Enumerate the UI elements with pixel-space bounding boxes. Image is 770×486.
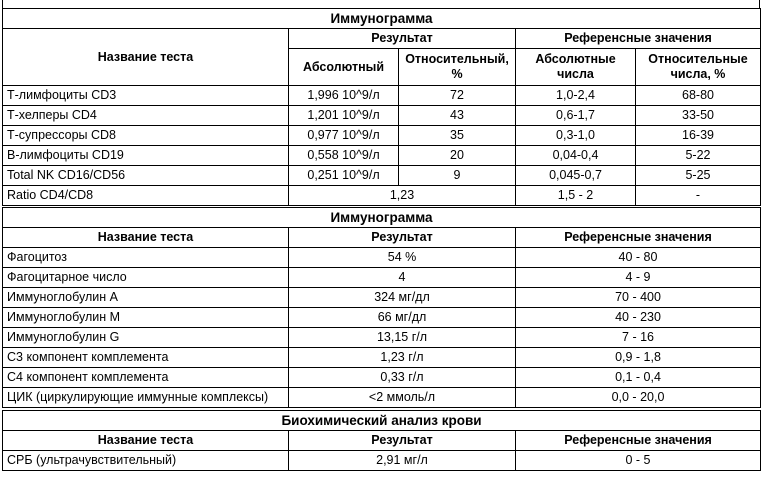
table-row [3, 308, 761, 328]
table-row [3, 248, 761, 268]
test-name: ЦИК (циркулирующие иммунные комплексы) [3, 388, 289, 408]
result-absolute: 1,996 10^9/л [289, 86, 399, 106]
header-ref-relative: Относительные числа, % [636, 49, 761, 86]
header-result: Результат [289, 228, 516, 248]
result-value: 4 [289, 268, 516, 288]
result-value: 54 % [289, 248, 516, 268]
ref-relative: 33-50 [636, 106, 761, 126]
result-value: 1,23 г/л [289, 348, 516, 368]
ref-relative: 5-25 [636, 166, 761, 186]
result-absolute: 0,977 10^9/л [289, 126, 399, 146]
result-relative: 72 [399, 86, 516, 106]
table-row [3, 368, 761, 388]
header-reference: Референсные значения [516, 29, 761, 49]
header-reference: Референсные значения [516, 431, 761, 451]
immunogram2-title: Иммунограмма [3, 208, 761, 228]
ref-value: 70 - 400 [516, 288, 761, 308]
result-value: 2,91 мг/л [289, 451, 516, 471]
ref-value: 40 - 230 [516, 308, 761, 328]
result-value: 0,33 г/л [289, 368, 516, 388]
result-absolute: 1,201 10^9/л [289, 106, 399, 126]
test-name: Иммуноглобулин G [3, 328, 289, 348]
immunogram-title: Иммунограмма [3, 9, 761, 29]
ratio-value: 1,23 [289, 186, 516, 206]
test-name: Т-лимфоциты CD3 [3, 86, 289, 106]
test-name: С4 компонент комплемента [3, 368, 289, 388]
ref-relative: 68-80 [636, 86, 761, 106]
table-row [3, 451, 761, 471]
test-name: Иммуноглобулин М [3, 308, 289, 328]
test-name: Total NK CD16/CD56 [3, 166, 289, 186]
header-result: Результат [289, 29, 516, 49]
table-row [3, 106, 761, 126]
test-name: Ratio CD4/CD8 [3, 186, 289, 206]
header-reference: Референсные значения [516, 228, 761, 248]
test-name: Т-супрессоры CD8 [3, 126, 289, 146]
result-relative: 9 [399, 166, 516, 186]
table-row [3, 126, 761, 146]
result-value: <2 ммоль/л [289, 388, 516, 408]
test-name: Иммуноглобулин А [3, 288, 289, 308]
ref-value: 7 - 16 [516, 328, 761, 348]
result-value: 324 мг/дл [289, 288, 516, 308]
table-row [3, 86, 761, 106]
table-row [3, 328, 761, 348]
test-name: Т-хелперы CD4 [3, 106, 289, 126]
ref-relative: 5-22 [636, 146, 761, 166]
table-row [3, 288, 761, 308]
ref-absolute: 1,0-2,4 [516, 86, 636, 106]
ref-value: 0,9 - 1,8 [516, 348, 761, 368]
ratio-ref: 1,5 - 2 [516, 186, 636, 206]
header-ref-absolute: Абсолютные числа [516, 49, 636, 86]
ref-value: 40 - 80 [516, 248, 761, 268]
test-name: Фагоцитоз [3, 248, 289, 268]
table-row [3, 388, 761, 408]
table-row [3, 146, 761, 166]
immunogram-table [2, 8, 761, 206]
result-value: 13,15 г/л [289, 328, 516, 348]
test-name: СРБ (ультрачувствительный) [3, 451, 289, 471]
ref-value: 0,1 - 0,4 [516, 368, 761, 388]
result-relative: 43 [399, 106, 516, 126]
header-result: Результат [289, 431, 516, 451]
ref-value: 0,0 - 20,0 [516, 388, 761, 408]
result-absolute: 0,558 10^9/л [289, 146, 399, 166]
ratio-ref-relative: - [636, 186, 761, 206]
biochem-table [2, 410, 761, 471]
header-test-name: Название теста [3, 29, 289, 86]
table-row [3, 348, 761, 368]
header-relative: Относительный, % [399, 49, 516, 86]
ref-relative: 16-39 [636, 126, 761, 146]
result-relative: 20 [399, 146, 516, 166]
biochem-title: Биохимический анализ крови [3, 411, 761, 431]
header-test-name: Название теста [3, 431, 289, 451]
table-row [3, 166, 761, 186]
ref-absolute: 0,04-0,4 [516, 146, 636, 166]
ref-value: 4 - 9 [516, 268, 761, 288]
test-name: В-лимфоциты CD19 [3, 146, 289, 166]
result-relative: 35 [399, 126, 516, 146]
top-border-stub [2, 0, 760, 8]
header-absolute: Абсолютный [289, 49, 399, 86]
result-value: 66 мг/дл [289, 308, 516, 328]
result-absolute: 0,251 10^9/л [289, 166, 399, 186]
ref-absolute: 0,3-1,0 [516, 126, 636, 146]
ref-value: 0 - 5 [516, 451, 761, 471]
ref-absolute: 0,6-1,7 [516, 106, 636, 126]
ref-absolute: 0,045-0,7 [516, 166, 636, 186]
test-name: Фагоцитарное число [3, 268, 289, 288]
test-name: С3 компонент комплемента [3, 348, 289, 368]
table-row [3, 186, 761, 206]
immunogram2-table [2, 207, 761, 408]
table-row [3, 268, 761, 288]
header-test-name: Название теста [3, 228, 289, 248]
